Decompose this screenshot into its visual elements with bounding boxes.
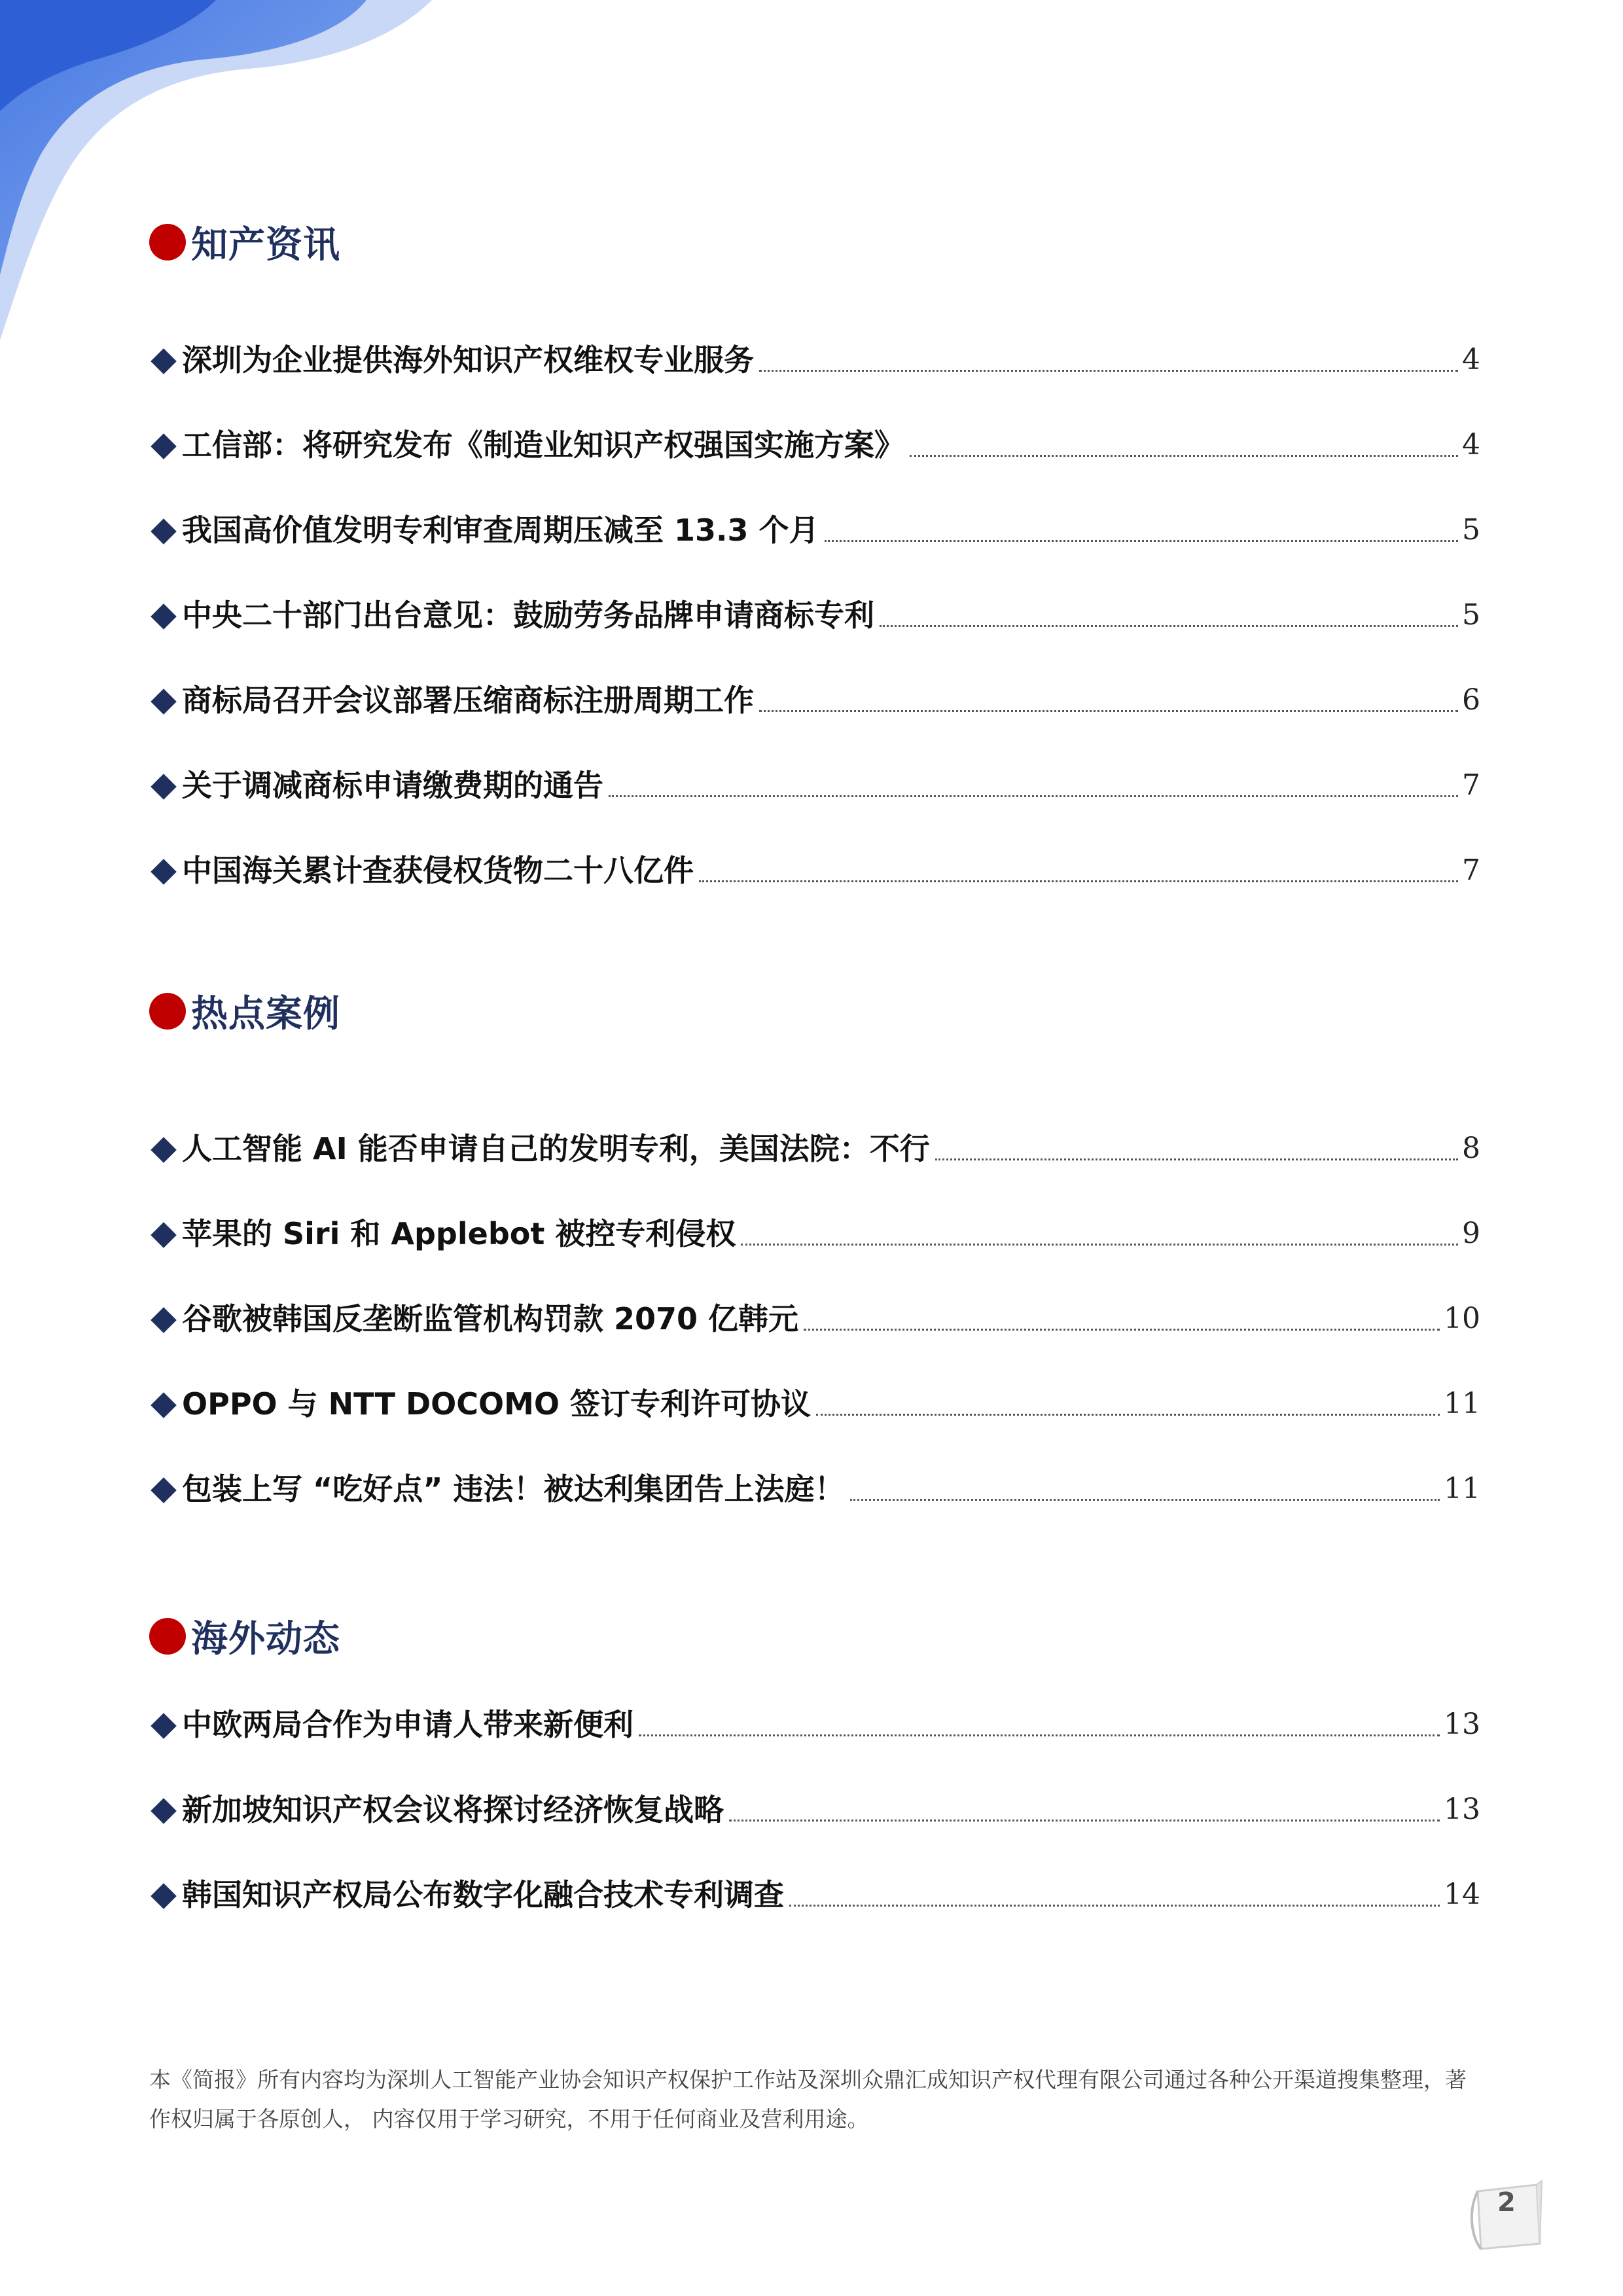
diamond-bullet-icon (151, 1713, 177, 1739)
toc-entry[interactable] (149, 334, 1480, 380)
corner-wave-decoration (0, 0, 458, 367)
diamond-bullet-icon (151, 689, 177, 715)
dot-leader (880, 624, 1458, 627)
section-heading-overseas (149, 1610, 340, 1662)
toc-page-number: 13 (1444, 1708, 1480, 1741)
section-title: 海外动态 (191, 1618, 340, 1660)
toc-page-number: 14 (1444, 1878, 1480, 1911)
toc-entry-title: 关于调减商标申请缴费期的通告 (182, 768, 603, 803)
section-title: 热点案例 (191, 993, 340, 1035)
dot-leader (804, 1328, 1440, 1331)
toc-entry-title: 我国高价值发明专利审查周期压减至 13.3 个月 (182, 512, 819, 548)
toc-entry[interactable] (149, 844, 1480, 890)
red-dot-icon (149, 224, 186, 260)
toc-entry[interactable] (149, 1463, 1480, 1509)
diamond-bullet-icon (151, 774, 177, 800)
section-title: 知产资讯 (191, 224, 340, 266)
toc-entry[interactable] (149, 1869, 1480, 1914)
toc-entry[interactable] (149, 1208, 1480, 1253)
toc-page-number: 11 (1444, 1472, 1480, 1505)
toc-entry-title: 新加坡知识产权会议将探讨经济恢复战略 (182, 1792, 724, 1827)
toc-page-number: 10 (1444, 1302, 1480, 1335)
dot-leader (825, 539, 1458, 542)
page-number: 2 (1497, 2187, 1516, 2217)
toc-entry[interactable] (149, 674, 1480, 720)
dot-leader (910, 454, 1458, 457)
toc-page-number: 7 (1462, 853, 1480, 887)
diamond-bullet-icon (151, 1307, 177, 1333)
toc-entry-title: 中央二十部门出台意见：鼓励劳务品牌申请商标专利 (182, 598, 874, 633)
toc-entry[interactable] (149, 504, 1480, 550)
toc-page-number: 7 (1462, 768, 1480, 802)
toc-page-number: 6 (1462, 683, 1480, 717)
toc-entry[interactable] (149, 1784, 1480, 1829)
toc-entry-title: 工信部：将研究发布《制造业知识产权强国实施方案》 (182, 427, 904, 463)
dot-leader (729, 1819, 1440, 1821)
toc-entry[interactable] (149, 1698, 1480, 1744)
toc-entry-title: 人工智能 AI 能否申请自己的发明专利，美国法院：不行 (182, 1131, 930, 1166)
dot-leader (850, 1498, 1440, 1501)
dot-leader (699, 880, 1458, 882)
toc-entry-title: 包装上写 “吃好点” 违法！被达利集团告上法庭！ (182, 1471, 845, 1507)
diamond-bullet-icon (151, 1477, 177, 1503)
toc-entry-title: 中欧两局合作为申请人带来新便利 (182, 1707, 633, 1742)
dot-leader (759, 709, 1458, 712)
toc-entry-title: 中国海关累计查获侵权货物二十八亿件 (182, 853, 694, 888)
toc-page-number: 5 (1462, 598, 1480, 632)
footer-disclaimer: 本《简报》所有内容均为深圳人工智能产业协会知识产权保护工作站及深圳众鼎汇成知识产权代理有限公司通过各种公开渠道搜集整理，著作权归属于各原创人， 内容仅用于学习研究，不用于任何商业及营利用途。 (149, 2067, 1467, 2132)
toc-page-number: 5 (1462, 513, 1480, 547)
dot-leader (816, 1413, 1440, 1416)
toc-entry[interactable] (149, 1293, 1480, 1338)
toc-entry[interactable] (149, 589, 1480, 635)
section-heading-hot-cases (149, 985, 340, 1037)
toc-entry-title: 商标局召开会议部署压缩商标注册周期工作 (182, 683, 754, 718)
toc-entry-title: OPPO 与 NTT DOCOMO 签订专利许可协议 (182, 1386, 812, 1422)
toc-entry[interactable] (149, 1122, 1480, 1168)
diamond-bullet-icon (151, 859, 177, 885)
diamond-bullet-icon (151, 348, 177, 374)
diamond-bullet-icon (151, 518, 177, 545)
section-heading-ip-news (149, 216, 340, 268)
toc-page-number: 13 (1444, 1793, 1480, 1826)
diamond-bullet-icon (151, 1392, 177, 1418)
dot-leader (935, 1158, 1458, 1160)
toc-entry-title: 谷歌被韩国反垄断监管机构罚款 2070 亿韩元 (182, 1301, 799, 1336)
diamond-bullet-icon (151, 1137, 177, 1163)
dot-leader (741, 1243, 1458, 1246)
dot-leader (759, 369, 1458, 372)
toc-entry[interactable] (149, 1378, 1480, 1424)
red-dot-icon (149, 993, 186, 1030)
diamond-bullet-icon (151, 1883, 177, 1909)
dot-leader (609, 795, 1458, 797)
diamond-bullet-icon (151, 1798, 177, 1824)
toc-entry-title: 深圳为企业提供海外知识产权维权专业服务 (182, 342, 754, 378)
toc-page-number: 8 (1462, 1132, 1480, 1165)
toc-page-number: 4 (1462, 343, 1480, 376)
toc-entry-title: 韩国知识产权局公布数字化融合技术专利调查 (182, 1877, 784, 1912)
toc-page-number: 4 (1462, 428, 1480, 461)
dot-leader (639, 1734, 1440, 1736)
diamond-bullet-icon (151, 433, 177, 459)
red-dot-icon (149, 1618, 186, 1655)
toc-entry[interactable] (149, 419, 1480, 465)
dot-leader (789, 1904, 1440, 1907)
toc-entry[interactable] (149, 759, 1480, 805)
toc-page-number: 9 (1462, 1217, 1480, 1250)
toc-page-number: 11 (1444, 1387, 1480, 1420)
diamond-bullet-icon (151, 603, 177, 630)
toc-entry-title: 苹果的 Siri 和 Applebot 被控专利侵权 (182, 1216, 736, 1251)
diamond-bullet-icon (151, 1222, 177, 1248)
